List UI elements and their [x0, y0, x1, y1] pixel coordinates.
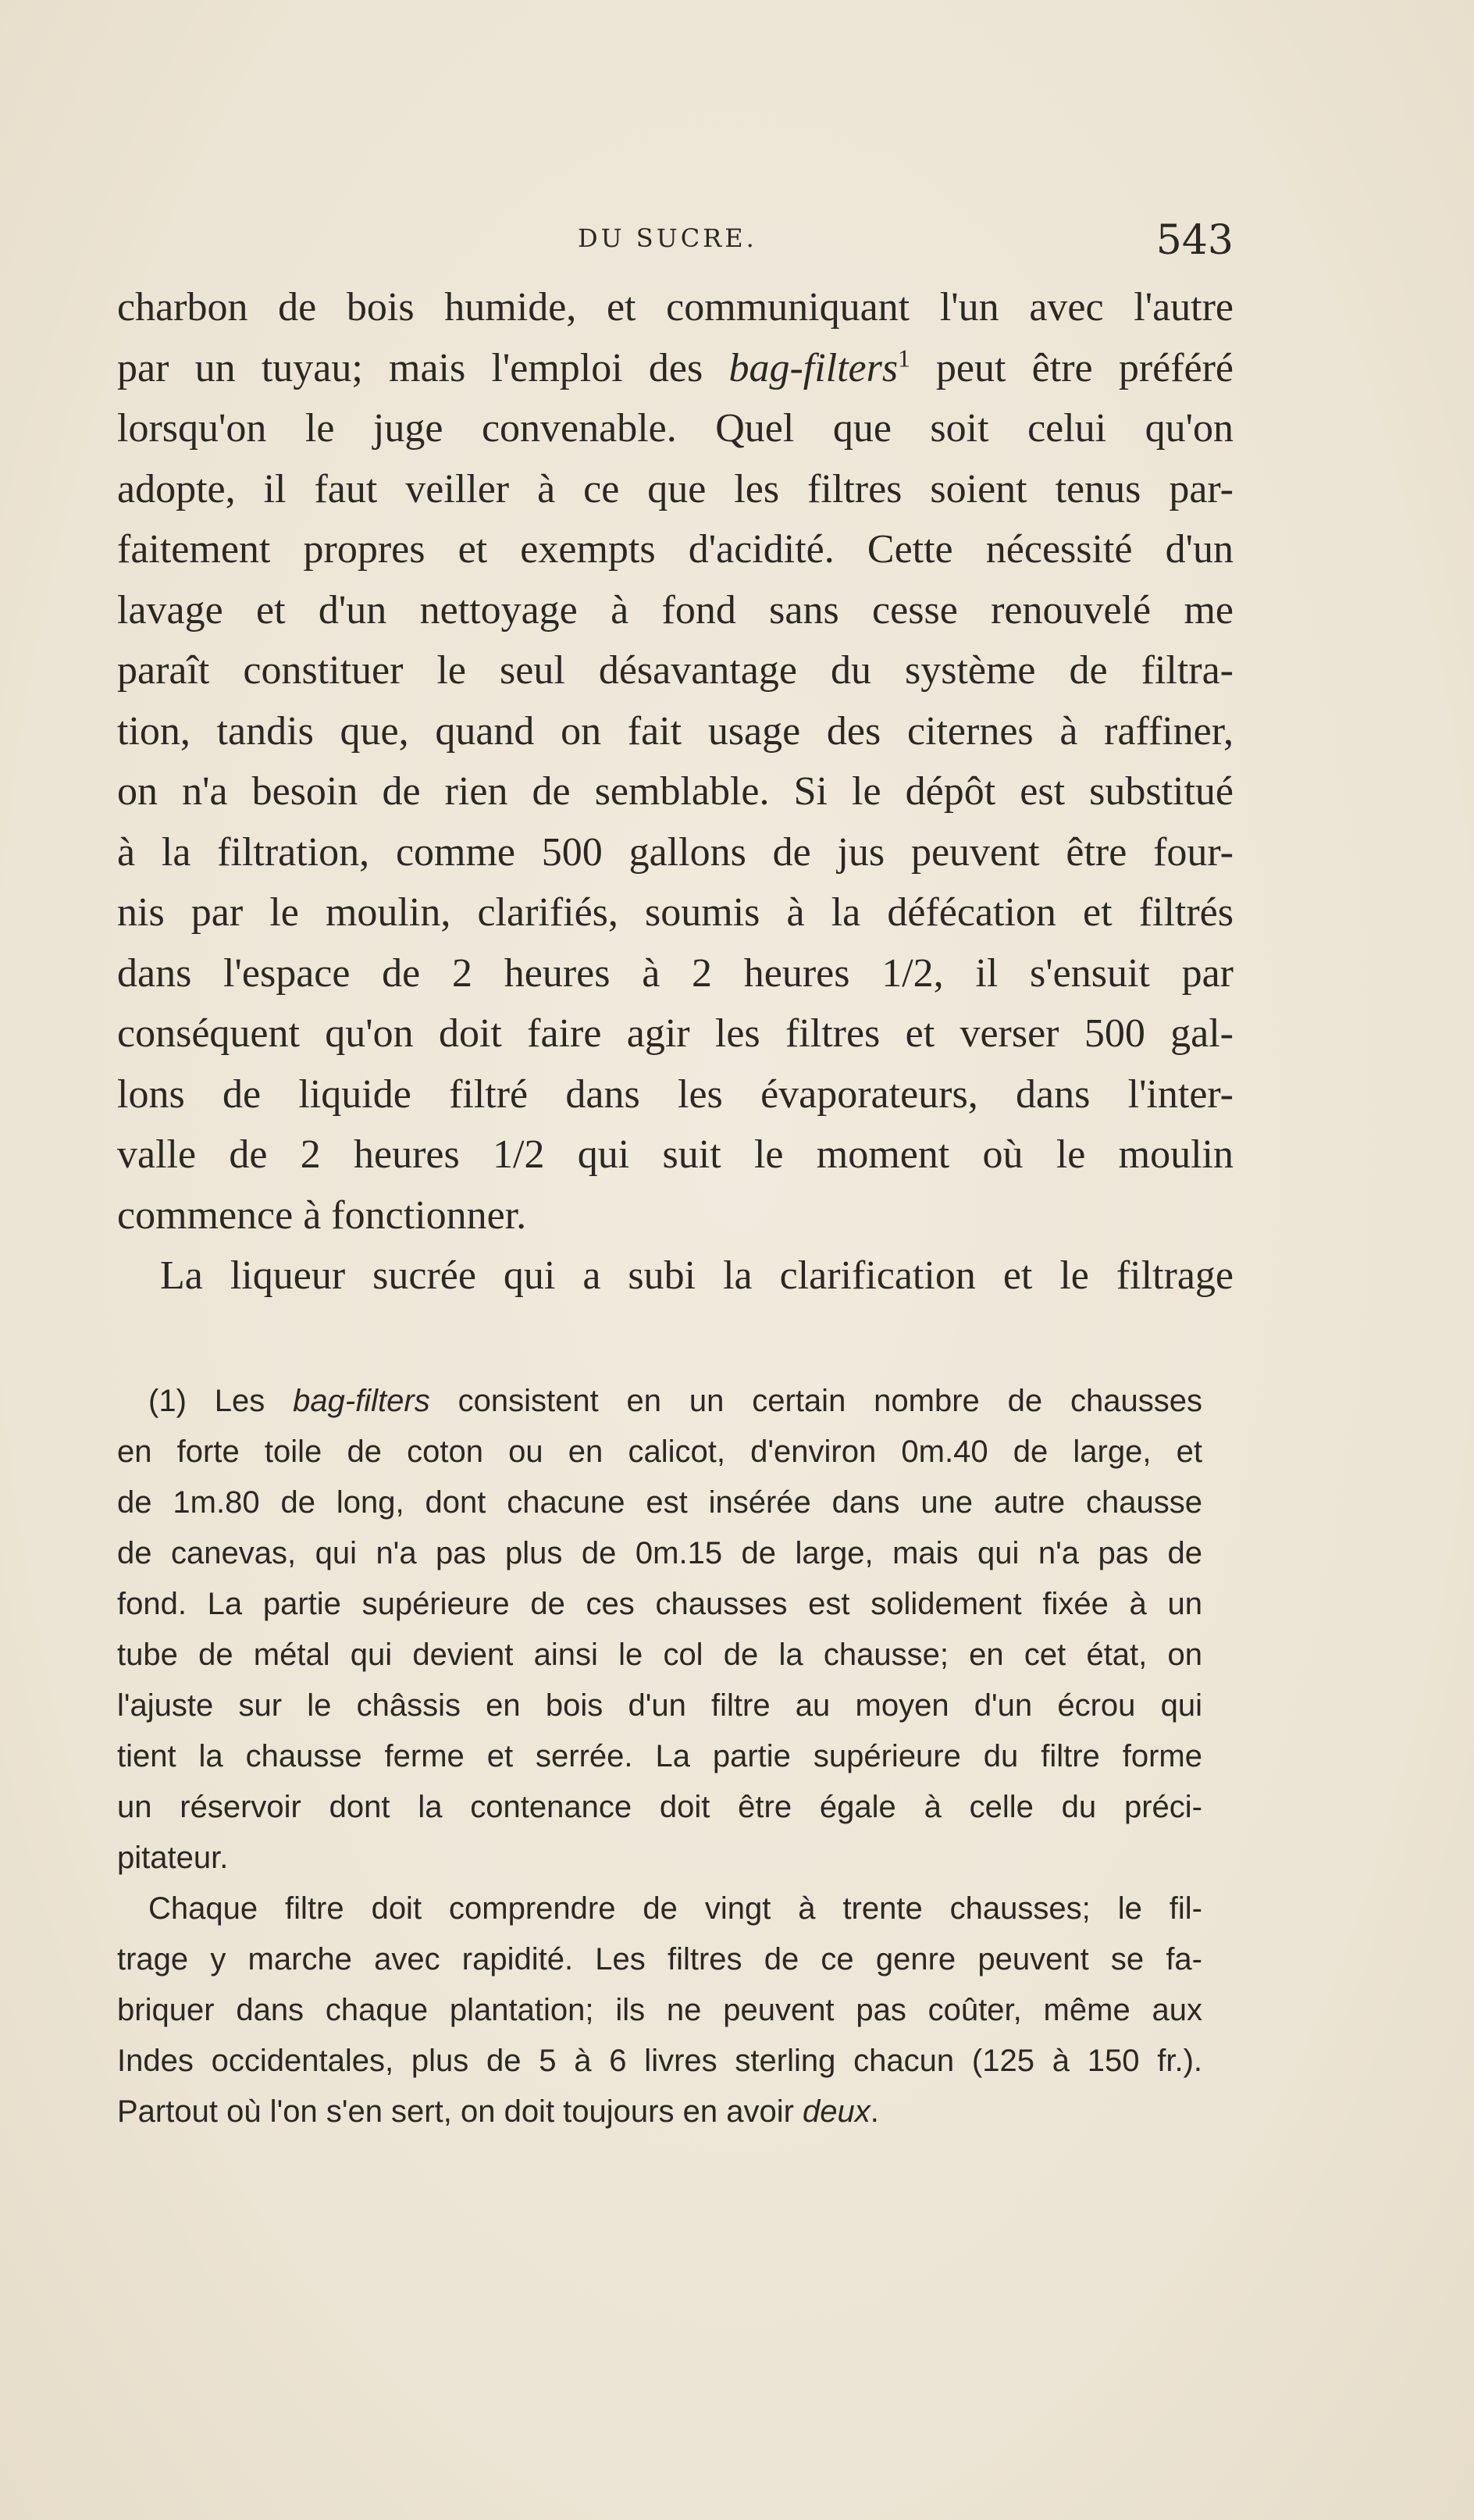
text-line: La liqueur sucrée qui a subi la clarification et le filtrage: [160, 1253, 1234, 1298]
text-line: nis par le moulin, clarifiés, soumis à la défécation et filtrés: [117, 890, 1234, 935]
text-line: lorsqu'on le juge convenable. Quel que soit celui qu'on: [117, 406, 1234, 451]
italic-term: bag-filters: [728, 345, 899, 390]
footnote-line: en forte toile de coton ou en calicot, d'environ 0m.40 de large, et: [117, 1435, 1202, 1469]
text-line: commence à fonctionner.: [117, 1192, 527, 1238]
footnote-line: (1) Les bag-filters consistent en un certain nombre de chausses: [148, 1384, 1202, 1418]
footnote-line: fond. La partie supérieure de ces chausses est solidement fixée à un: [117, 1587, 1202, 1621]
page-number: 543: [1155, 217, 1234, 264]
running-head: DU SUCRE.: [578, 223, 757, 253]
text-line: charbon de bois humide, et communiquant l'un avec l'autre: [117, 285, 1234, 330]
text-line: adopte, il faut veiller à ce que les filtres soient tenus par-: [117, 466, 1234, 511]
footnote-line: un réservoir dont la contenance doit être égale à celle du préci-: [117, 1790, 1202, 1824]
footnote-line: de 1m.80 de long, dont chacune est insérée dans une autre chausse: [117, 1485, 1202, 1520]
footnote-line: Chaque filtre doit comprendre de vingt à trente chausses; le fil-: [148, 1891, 1202, 1926]
footnote-line: tube de métal qui devient ainsi le col de la chausse; en cet état, on: [117, 1638, 1202, 1672]
text-line: conséquent qu'on doit faire agir les filtres et verser 500 gal-: [117, 1011, 1234, 1056]
text-line: valle de 2 heures 1/2 qui suit le moment où le moulin: [117, 1132, 1234, 1177]
footnote-line: trage y marche avec rapidité. Les filtres de ce genre peuvent se fa-: [117, 1942, 1202, 1976]
text-line: à la filtration, comme 500 gallons de jus peuvent être four-: [117, 829, 1234, 875]
text-line: faitement propres et exempts d'acidité. Cette nécessité d'un: [117, 527, 1234, 572]
footnote-line: Partout où l'on s'en sert, on doit toujours en avoir deux.: [117, 2094, 879, 2129]
footnote-line: l'ajuste sur le châssis en bois d'un filtre au moyen d'un écrou qui: [117, 1688, 1202, 1723]
text-line: lons de liquide filtré dans les évaporateurs, dans l'inter-: [117, 1071, 1234, 1117]
main-text: [117, 277, 1234, 1306]
text-line: paraît constituer le seul désavantage du système de filtra-: [117, 648, 1234, 693]
page-header: [117, 217, 1234, 264]
footnote-line: de canevas, qui n'a pas plus de 0m.15 de large, mais qui n'a pas de: [117, 1536, 1202, 1570]
italic-term: bag-filters: [293, 1384, 430, 1418]
italic-term: deux: [803, 2094, 871, 2129]
footnote-line: Indes occidentales, plus de 5 à 6 livres sterling chacun (125 à 150 fr.).: [117, 2044, 1202, 2078]
text-line: on n'a besoin de rien de semblable. Si le dépôt est substitué: [117, 769, 1234, 814]
text-line: par un tuyau; mais l'emploi des bag-filters$^1$ peut être préféré: [117, 344, 1234, 390]
footnote-line: briquer dans chaque plantation; ils ne peuvent pas coûter, même aux: [117, 1993, 1202, 2027]
footnote: [117, 1376, 1202, 2137]
footnote-line: pitateur.: [117, 1841, 229, 1875]
text-line: dans l'espace de 2 heures à 2 heures 1/2, il s'ensuit par: [117, 950, 1234, 996]
text-line: lavage et d'un nettoyage à fond sans cesse renouvelé me: [117, 587, 1234, 633]
text-line: tion, tandis que, quand on fait usage des citernes à raffiner,: [117, 708, 1234, 754]
footnote-ref: 1: [898, 344, 910, 372]
footnote-line: tient la chausse ferme et serrée. La partie supérieure du filtre forme: [117, 1739, 1202, 1773]
